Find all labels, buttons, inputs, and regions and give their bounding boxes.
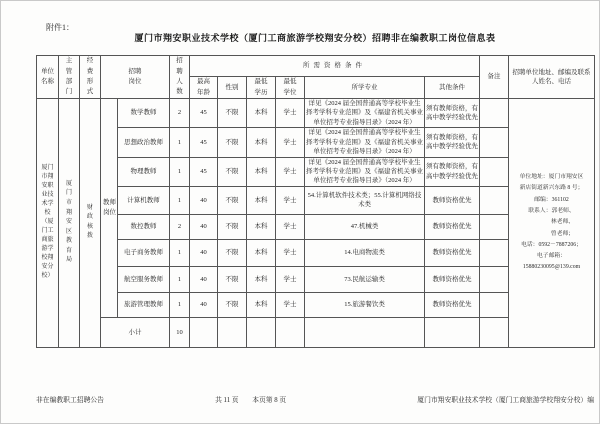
subtotal-label-cell: 小计	[101, 317, 170, 347]
col-header-max-age: 最高年龄	[190, 77, 218, 99]
major-cell: 14.电商物流类	[305, 239, 425, 266]
gender-cell: 不限	[218, 99, 247, 128]
subtotal-count-cell: 10	[170, 317, 190, 347]
funding-cell: 财政核拨	[80, 99, 101, 348]
degree-cell: 学士	[276, 266, 305, 292]
post-cell: 计算机教师	[118, 186, 170, 214]
contact-postcode: 邮编：361102	[534, 196, 569, 203]
age-cell: 40	[190, 266, 218, 292]
page-footer	[36, 394, 594, 404]
degree-cell: 学士	[276, 186, 305, 214]
degree-cell: 学士	[276, 157, 305, 186]
gender-cell: 不限	[218, 239, 247, 266]
col-header-count: 招聘人数	[170, 56, 190, 99]
contact-email-label: 电子邮箱：	[537, 253, 566, 260]
major-cell: 73.民航运输类	[305, 266, 425, 292]
col-header-contact: 招聘单位地址、邮编及联系人姓名、电话	[509, 56, 595, 99]
remark-cell	[480, 292, 509, 317]
col-header-gender: 性别	[218, 77, 247, 99]
post-cell: 思想政治教师	[118, 128, 170, 157]
count-cell: 1	[170, 239, 190, 266]
gender-cell: 不限	[218, 128, 247, 157]
age-cell: 45	[190, 128, 218, 157]
remark-cell	[480, 186, 509, 214]
page-title: 厦门市翔安职业技术学校（厦门工商旅游学校翔安分校）招聘非在编教职工岗位信息表	[134, 33, 496, 43]
empty-cell	[247, 317, 276, 347]
col-header-min-degree: 最低学位	[276, 77, 305, 99]
degree-cell: 学士	[276, 214, 305, 239]
edu-cell: 本科	[247, 186, 276, 214]
age-cell: 45	[190, 157, 218, 186]
col-header-unit-name: 单位名称	[37, 56, 59, 99]
edu-cell: 本科	[247, 157, 276, 186]
empty-cell	[276, 317, 305, 347]
col-header-post: 招聘岗位	[101, 56, 170, 99]
other-cell: 须有教师资格，有高中教学经验优先	[425, 157, 480, 186]
edu-cell: 本科	[247, 266, 276, 292]
remark-cell	[480, 214, 509, 239]
count-cell: 1	[170, 292, 190, 317]
col-header-dept: 主管部门	[59, 56, 80, 99]
remark-cell	[480, 266, 509, 292]
contact-person-3: 曾老师；	[550, 230, 575, 237]
remark-cell	[480, 239, 509, 266]
post-group-cell: 教师岗位	[101, 99, 118, 318]
count-cell: 1	[170, 128, 190, 157]
post-cell: 电子商务教师	[118, 239, 170, 266]
col-header-other: 其他条件	[425, 77, 480, 99]
footer-right: 厦门市翔安职业技术学校（厦门工商旅游学校翔安分校）编	[417, 397, 594, 404]
count-cell: 1	[170, 186, 190, 214]
other-cell: 教师资格优先	[425, 186, 480, 214]
remark-cell	[480, 99, 509, 128]
col-header-funding: 经费形式	[80, 56, 101, 99]
header-row-1	[37, 56, 595, 77]
major-cell: 详见《2024 届全国普通高等学校毕业生择考学科专业范围》及《福建省机关事业单位招考专业指导目录》（2024 年）	[306, 100, 423, 126]
other-cell: 教师资格优先	[425, 266, 480, 292]
age-cell: 40	[190, 292, 218, 317]
footer-left: 非在编教职工招聘公告	[36, 397, 104, 404]
empty-cell	[480, 317, 509, 347]
contact-email: 15880230095@139.com	[522, 264, 581, 271]
edu-cell: 本科	[247, 239, 276, 266]
gender-cell: 不限	[218, 266, 247, 292]
major-cell: 详见《2024 届全国普通高等学校毕业生择考学科专业范围》及《福建省机关事业单位招考专业指导目录》（2024 年）	[306, 129, 423, 156]
contact-cell	[509, 99, 595, 348]
count-cell: 2	[170, 99, 190, 128]
table-row	[37, 99, 595, 128]
post-cell: 数控教师	[118, 214, 170, 239]
contact-address-line2: 新店街道新兴东路 8 号；	[519, 185, 584, 192]
contact-address-line1: 单位地址：厦门市翔安区	[519, 174, 584, 181]
footer-page-number: 共 11 页 本页第 8 页	[215, 397, 287, 404]
attachment-label: 附件1：	[46, 23, 74, 32]
edu-cell: 本科	[247, 128, 276, 157]
other-cell: 教师资格优先	[425, 214, 480, 239]
col-header-qualifications-group: 所需资格条件	[190, 56, 480, 77]
contact-person-1: 联系人：郭老师、	[528, 207, 575, 214]
edu-cell: 本科	[247, 292, 276, 317]
major-cell: 54.计算机软件技术类；55.计算机网络技术类	[305, 186, 425, 214]
degree-cell: 学士	[276, 128, 305, 157]
empty-cell	[190, 317, 218, 347]
major-cell: 15.旅游餐饮类	[305, 292, 425, 317]
recruitment-table	[36, 55, 595, 348]
post-cell: 数学教师	[118, 99, 170, 128]
count-cell: 1	[170, 266, 190, 292]
other-cell: 教师资格优先	[425, 292, 480, 317]
count-cell: 2	[170, 214, 190, 239]
col-header-min-education: 最低学历	[247, 77, 276, 99]
unit-name-cell: 厦门市翔安职业技术学校（厦门工商旅游学校翔安分校）	[37, 99, 59, 348]
post-cell: 航空服务教师	[118, 266, 170, 292]
empty-cell	[218, 317, 247, 347]
col-header-major: 所学专业	[305, 77, 425, 99]
contact-person-2: 林老师、	[550, 219, 575, 226]
major-cell: 详见《2024 届全国普通高等学校毕业生择考学科专业范围》及《福建省机关事业单位招考专业指导目录》（2024 年）	[306, 158, 423, 185]
post-cell: 物理教师	[118, 157, 170, 186]
other-cell: 须有教师资格，有高中教学经验优先	[425, 99, 480, 128]
empty-cell	[425, 317, 480, 347]
count-cell: 1	[170, 157, 190, 186]
gender-cell: 不限	[218, 292, 247, 317]
major-cell: 47.机械类	[305, 214, 425, 239]
col-header-remark: 备注	[480, 56, 509, 99]
gender-cell: 不限	[218, 214, 247, 239]
other-cell: 须有教师资格，有高中教学经验优先	[425, 128, 480, 157]
edu-cell: 本科	[247, 99, 276, 128]
degree-cell: 学士	[276, 292, 305, 317]
gender-cell: 不限	[218, 157, 247, 186]
other-cell: 教师资格优先	[425, 239, 480, 266]
degree-cell: 学士	[276, 99, 305, 128]
post-cell: 旅游管理教师	[118, 292, 170, 317]
contact-phone: 电话：0592－7887206；	[521, 241, 582, 248]
dept-cell: 厦门市翔安区教育局	[59, 99, 80, 348]
degree-cell: 学士	[276, 239, 305, 266]
edu-cell: 本科	[247, 214, 276, 239]
gender-cell: 不限	[218, 186, 247, 214]
age-cell: 40	[190, 239, 218, 266]
age-cell: 40	[190, 186, 218, 214]
remark-cell	[480, 128, 509, 157]
age-cell: 45	[190, 99, 218, 128]
empty-cell	[305, 317, 425, 347]
age-cell: 40	[190, 214, 218, 239]
remark-cell	[480, 157, 509, 186]
